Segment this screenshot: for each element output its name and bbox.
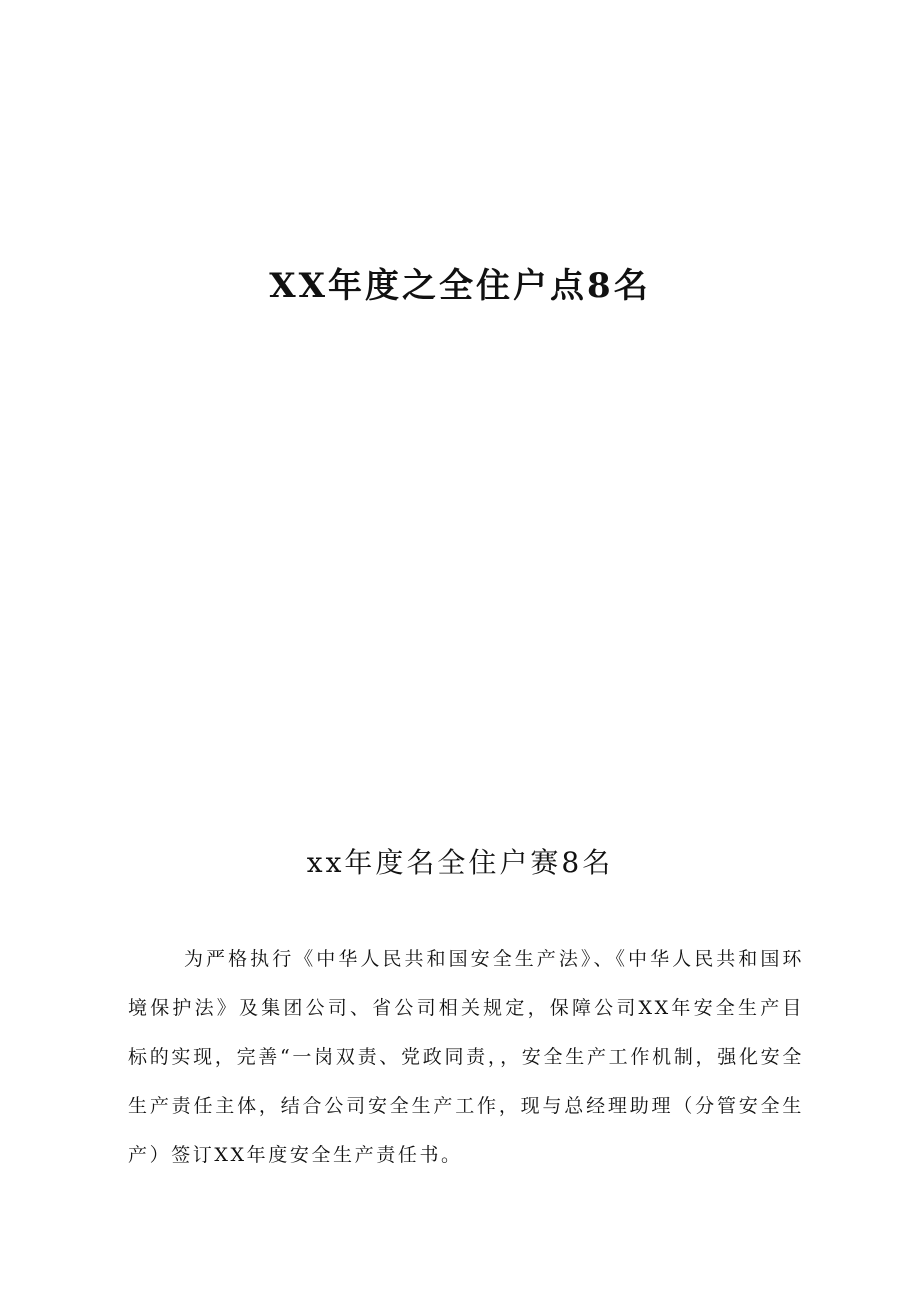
document-title: xx年度名全住户赛8名 <box>306 846 614 879</box>
body-paragraph: 为严格执行《中华人民共和国安全生产法》、《中华人民共和国环境保护法》及集团公司、省公司相关规定，保障公司XX年安全生产目标的实现，完善“一岗双责、党政同责，，安全生产工作机制，强化安全生产责任主体，结合公司安全生产工作，现与总经理助理（分管安全生产）签订XX年度安全生产责任书。 <box>128 948 804 1166</box>
cover-title: XX年度之全住户点8名 <box>269 266 651 306</box>
